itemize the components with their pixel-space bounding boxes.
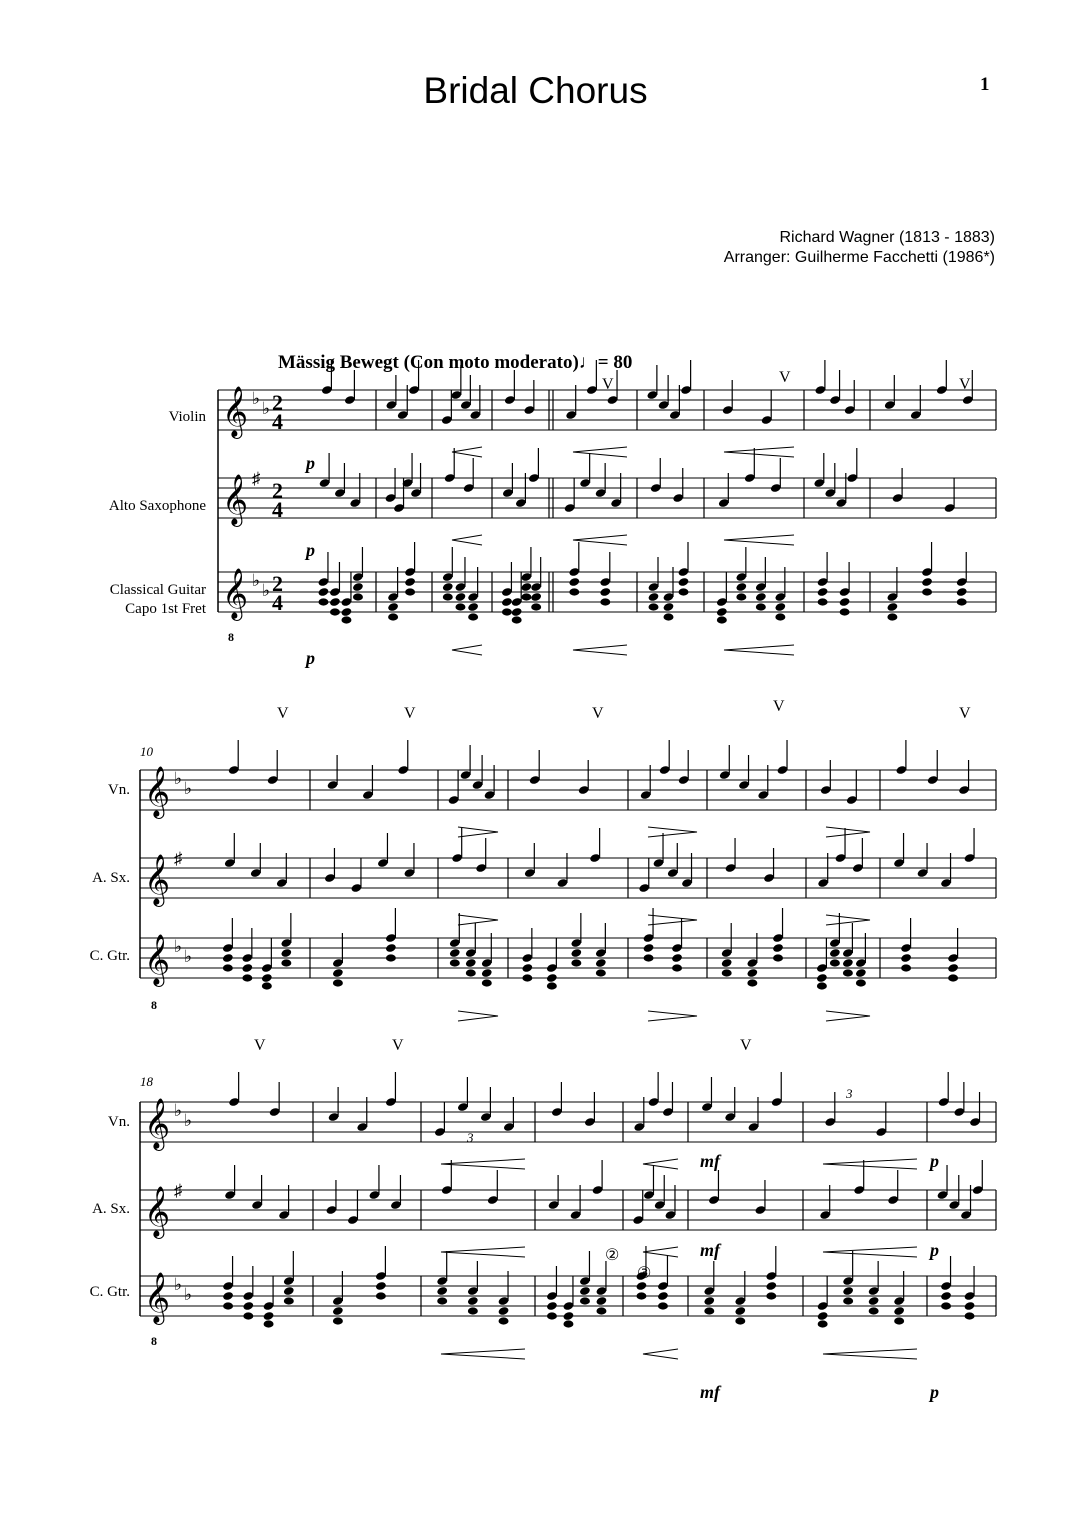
- note-head: [679, 588, 689, 595]
- crescendo-hairpin: [724, 447, 794, 457]
- note-head: [341, 616, 351, 623]
- note-head: [284, 1297, 294, 1304]
- note-head: [436, 1286, 448, 1296]
- note-head: [568, 577, 580, 587]
- timesig-violin-bottom: 4: [272, 409, 283, 434]
- string-mark-3: ③: [637, 1265, 652, 1282]
- bowing-6: V: [592, 705, 604, 722]
- note-head: [765, 1281, 777, 1291]
- note-head: [530, 592, 542, 602]
- note-head: [746, 968, 758, 978]
- note-head: [522, 974, 532, 981]
- note-head: [241, 963, 253, 973]
- note-head: [455, 603, 465, 610]
- short-label-guitar-2: C. Gtr.: [89, 948, 130, 964]
- bowing-3: V: [959, 376, 971, 393]
- note-head: [261, 973, 273, 983]
- note-head: [501, 597, 513, 607]
- note-head: [868, 1296, 880, 1306]
- treble-clef-icon: 𝄞: [144, 1187, 171, 1236]
- note-head: [940, 1291, 952, 1301]
- note-head: [443, 593, 453, 600]
- note-head: [341, 607, 353, 617]
- note-head: [520, 582, 532, 592]
- crescendo-hairpin: [643, 1349, 678, 1359]
- note-head: [498, 1306, 510, 1316]
- crescendo-hairpin: [823, 1247, 917, 1257]
- bowing-10: V: [392, 1037, 404, 1054]
- note-head: [547, 982, 557, 989]
- quarter-note-icon: ♩: [578, 352, 598, 373]
- note-head: [921, 577, 933, 587]
- bowing-2: V: [779, 369, 791, 386]
- instrument-label-capo: Capo 1st Fret: [125, 601, 206, 617]
- flat-icon: ♭: [252, 571, 261, 590]
- note-head: [773, 954, 783, 961]
- note-head: [468, 613, 478, 620]
- note-head: [830, 959, 840, 966]
- note-head: [816, 973, 828, 983]
- decrescendo-hairpin: [826, 1011, 870, 1021]
- note-head: [333, 979, 343, 986]
- note-head: [502, 608, 512, 615]
- timesig-guitar-top: 2: [272, 571, 283, 596]
- sharp-icon: ♯: [174, 1181, 183, 1200]
- note-head: [869, 1307, 879, 1314]
- note-head: [678, 577, 690, 587]
- note-head: [511, 607, 523, 617]
- note-head: [774, 602, 786, 612]
- dynamic-mf-guitar: mf: [700, 1382, 720, 1402]
- crescendo-hairpin: [441, 1159, 525, 1169]
- short-label-violin-2: Vn.: [107, 782, 130, 798]
- octave-mark-2: 8: [151, 998, 157, 1012]
- note-head: [512, 616, 522, 623]
- sharp-icon: ♯: [252, 469, 261, 488]
- note-head: [956, 587, 968, 597]
- bowing-1: V: [602, 376, 614, 393]
- instrument-label-violin: Violin: [168, 409, 206, 425]
- note-head: [595, 958, 607, 968]
- note-head: [735, 1317, 745, 1324]
- note-head: [842, 1286, 854, 1296]
- note-head: [596, 969, 606, 976]
- note-head: [643, 943, 655, 953]
- note-head: [747, 979, 757, 986]
- dynamic-p-violin: p: [306, 453, 315, 473]
- note-head: [818, 1320, 828, 1327]
- note-head: [704, 1307, 714, 1314]
- bowing-8: V: [959, 705, 971, 722]
- note-head: [855, 968, 867, 978]
- dynamic-mf-sax: mf: [700, 1240, 720, 1260]
- treble-clef-icon: 𝄞: [144, 767, 171, 816]
- flat-icon: ♭: [262, 581, 271, 600]
- note-head: [332, 968, 344, 978]
- note-head: [405, 588, 415, 595]
- tuplet-3-b: 3: [846, 1086, 853, 1101]
- crescendo-hairpin: [823, 1159, 917, 1169]
- crescendo-hairpin: [441, 1349, 525, 1359]
- note-head: [223, 964, 233, 971]
- crescendo-hairpin: [573, 447, 627, 457]
- note-head: [563, 1311, 575, 1321]
- note-head: [842, 958, 854, 968]
- note-head: [596, 1296, 608, 1306]
- note-head: [547, 1312, 557, 1319]
- note-head: [947, 963, 959, 973]
- note-head: [843, 969, 853, 976]
- note-head: [353, 593, 363, 600]
- note-head: [663, 602, 675, 612]
- flat-icon: ♭: [184, 947, 193, 966]
- crescendo-hairpin: [643, 1247, 678, 1257]
- staff-lines: [140, 390, 996, 1316]
- page-number: 1: [980, 74, 990, 95]
- note-head: [375, 1281, 387, 1291]
- decrescendo-hairpin: [826, 915, 870, 925]
- note-head: [465, 958, 477, 968]
- treble-clef-icon: 𝄞: [144, 855, 171, 904]
- decrescendo-hairpin: [458, 915, 498, 925]
- note-head: [467, 602, 479, 612]
- note-head: [772, 943, 784, 953]
- short-label-guitar-3: C. Gtr.: [89, 1284, 130, 1300]
- note-head: [717, 616, 727, 623]
- note-head: [856, 979, 866, 986]
- note-head: [775, 613, 785, 620]
- note-head: [648, 592, 660, 602]
- note-head: [222, 1291, 234, 1301]
- note-head: [468, 1307, 478, 1314]
- treble-clef-icon: 𝄞: [222, 387, 249, 436]
- note-head: [649, 603, 659, 610]
- note-head: [599, 587, 611, 597]
- decrescendo-hairpin: [458, 1011, 498, 1021]
- note-head: [243, 1312, 253, 1319]
- note-head: [570, 948, 582, 958]
- note-head: [222, 953, 234, 963]
- instrument-label-guitar: Classical Guitar: [109, 582, 206, 598]
- tempo-text: Mässig Bewegt (Con moto moderato): [278, 352, 579, 373]
- treble-clef-icon: 𝄞: [222, 569, 249, 618]
- note-head: [466, 969, 476, 976]
- note-head: [965, 1312, 975, 1319]
- note-head: [318, 598, 328, 605]
- note-head: [734, 1306, 746, 1316]
- decrescendo-hairpin: [648, 827, 697, 837]
- note-head: [893, 1306, 905, 1316]
- timesig-sax-top: 2: [272, 478, 283, 503]
- note-head: [332, 1306, 344, 1316]
- note-head: [941, 1302, 951, 1309]
- note-head: [281, 959, 291, 966]
- flat-icon: ♭: [174, 937, 183, 956]
- decrescendo-hairpin: [648, 915, 697, 925]
- note-head: [330, 608, 340, 615]
- note-head: [901, 964, 911, 971]
- note-head: [264, 1320, 274, 1327]
- note-head: [333, 1317, 343, 1324]
- note-head: [922, 588, 932, 595]
- note-head: [722, 969, 732, 976]
- note-head: [531, 603, 541, 610]
- note-head: [839, 597, 851, 607]
- note-head: [644, 954, 654, 961]
- tuplet-3-a: 3: [467, 1130, 474, 1145]
- note-head: [283, 1286, 295, 1296]
- decrescendo-hairpin: [648, 1011, 697, 1021]
- note-head: [385, 943, 397, 953]
- flat-icon: ♭: [184, 1111, 193, 1130]
- treble-clef-icon: 𝄞: [144, 1099, 171, 1148]
- note-head: [569, 588, 579, 595]
- note-head: [636, 1281, 648, 1291]
- note-head: [600, 598, 610, 605]
- note-head: [658, 1302, 668, 1309]
- note-head: [736, 593, 746, 600]
- note-head: [887, 613, 897, 620]
- bowing-7: V: [773, 698, 785, 715]
- note-head: [894, 1317, 904, 1324]
- note-head: [756, 603, 766, 610]
- dynamic-p-violin-2: p: [930, 1151, 939, 1171]
- note-head: [449, 948, 461, 958]
- note-head: [840, 608, 850, 615]
- flat-icon: ♭: [174, 769, 183, 788]
- note-head: [948, 974, 958, 981]
- note-head: [672, 964, 682, 971]
- note-head: [571, 959, 581, 966]
- note-head: [636, 1292, 646, 1299]
- note-head: [580, 1297, 590, 1304]
- flat-icon: ♭: [252, 389, 261, 408]
- tempo-value: = 80: [597, 352, 633, 373]
- note-head: [437, 1297, 447, 1304]
- decrescendo-hairpin: [458, 827, 498, 837]
- note-head: [318, 587, 330, 597]
- note-head: [818, 598, 828, 605]
- note-head: [957, 598, 967, 605]
- note-head: [482, 979, 492, 986]
- flat-icon: ♭: [184, 779, 193, 798]
- treble-clef-icon: 𝄞: [222, 475, 249, 524]
- note-head: [546, 1301, 558, 1311]
- note-head: [900, 953, 912, 963]
- note-head: [450, 959, 460, 966]
- decrescendo-hairpin: [826, 827, 870, 837]
- arranger-credit: Arranger: Guilherme Facchetti (1986*): [723, 249, 995, 266]
- note-head: [964, 1301, 976, 1311]
- note-head: [579, 1286, 591, 1296]
- note-head: [386, 954, 396, 961]
- treble-clef-icon: 𝄞: [144, 1273, 171, 1322]
- note-head: [843, 1297, 853, 1304]
- note-head: [886, 602, 898, 612]
- note-head: [467, 1296, 479, 1306]
- short-label-sax-2: A. Sx.: [92, 870, 130, 886]
- note-head: [242, 974, 252, 981]
- flat-icon: ♭: [174, 1101, 183, 1120]
- barlines: [140, 390, 996, 1316]
- short-label-sax-3: A. Sx.: [92, 1201, 130, 1217]
- note-head: [596, 1307, 606, 1314]
- note-head: [664, 613, 674, 620]
- note-head: [387, 602, 399, 612]
- note-head: [735, 582, 747, 592]
- string-mark-2: ②: [605, 1247, 620, 1264]
- octave-mark-3: 8: [151, 1334, 157, 1348]
- crescendo-hairpin: [724, 535, 794, 545]
- flat-icon: ♭: [184, 1285, 193, 1304]
- dynamic-mf-violin: mf: [700, 1151, 720, 1171]
- note-head: [657, 1291, 669, 1301]
- timesig-violin-top: 2: [272, 390, 283, 415]
- crescendo-hairpin: [452, 535, 482, 545]
- crescendo-hairpin: [643, 1159, 678, 1169]
- measure-number-18: 18: [140, 1074, 153, 1089]
- note-head: [442, 582, 454, 592]
- note-head: [716, 607, 728, 617]
- crescendo-hairpin: [452, 645, 482, 655]
- note-head: [481, 968, 493, 978]
- note-head: [352, 582, 364, 592]
- note-head: [755, 592, 767, 602]
- dynamic-p-guitar: p: [306, 648, 315, 668]
- crescendo-hairpin: [452, 447, 482, 457]
- timesig-guitar-bottom: 4: [272, 590, 283, 615]
- note-head: [817, 1311, 829, 1321]
- composer-credit: Richard Wagner (1813 - 1883): [779, 229, 995, 246]
- dynamic-p-sax: p: [306, 540, 315, 560]
- note-head: [766, 1292, 776, 1299]
- bowing-9: V: [254, 1037, 266, 1054]
- instrument-label-alto-sax: Alto Saxophone: [108, 498, 206, 514]
- clefs: [144, 387, 270, 1325]
- note-head: [499, 1317, 509, 1324]
- note-head: [703, 1296, 715, 1306]
- note-head: [521, 963, 533, 973]
- note-head: [563, 1320, 573, 1327]
- bowing-4: V: [277, 705, 289, 722]
- crescendo-hairpin: [441, 1247, 525, 1257]
- note-head: [280, 948, 292, 958]
- timesig-sax-bottom: 4: [272, 497, 283, 522]
- crescendo-hairpin: [573, 645, 627, 655]
- flat-icon: ♭: [174, 1275, 183, 1294]
- bowing-5: V: [404, 705, 416, 722]
- note-head: [829, 948, 841, 958]
- short-label-violin-3: Vn.: [107, 1114, 130, 1130]
- time-signatures: [272, 390, 283, 615]
- measure-number-10: 10: [140, 744, 153, 759]
- note-head: [329, 597, 341, 607]
- note-head: [671, 953, 683, 963]
- bowing-11: V: [740, 1037, 752, 1054]
- note-head: [242, 1301, 254, 1311]
- note-head: [262, 982, 272, 989]
- note-head: [521, 593, 531, 600]
- note-head: [546, 973, 558, 983]
- note-head: [263, 1311, 275, 1321]
- note-head: [817, 982, 827, 989]
- octave-mark-1: 8: [228, 630, 234, 644]
- crescendo-hairpin: [573, 535, 627, 545]
- crescendo-hairpin: [724, 645, 794, 655]
- note-head: [817, 587, 829, 597]
- note-head: [721, 958, 733, 968]
- sharp-icon: ♯: [174, 849, 183, 868]
- dynamic-p-guitar-2: p: [930, 1382, 939, 1402]
- note-head: [376, 1292, 386, 1299]
- note-head: [223, 1302, 233, 1309]
- guitar-octave-marks: [151, 630, 234, 1348]
- note-head: [404, 577, 416, 587]
- crescendo-hairpin: [823, 1349, 917, 1359]
- flat-icon: ♭: [262, 399, 271, 418]
- treble-clef-icon: 𝄞: [144, 935, 171, 984]
- note-head: [455, 592, 467, 602]
- page-title: Bridal Chorus: [423, 70, 648, 111]
- dynamic-p-sax-2: p: [930, 1240, 939, 1260]
- note-head: [388, 613, 398, 620]
